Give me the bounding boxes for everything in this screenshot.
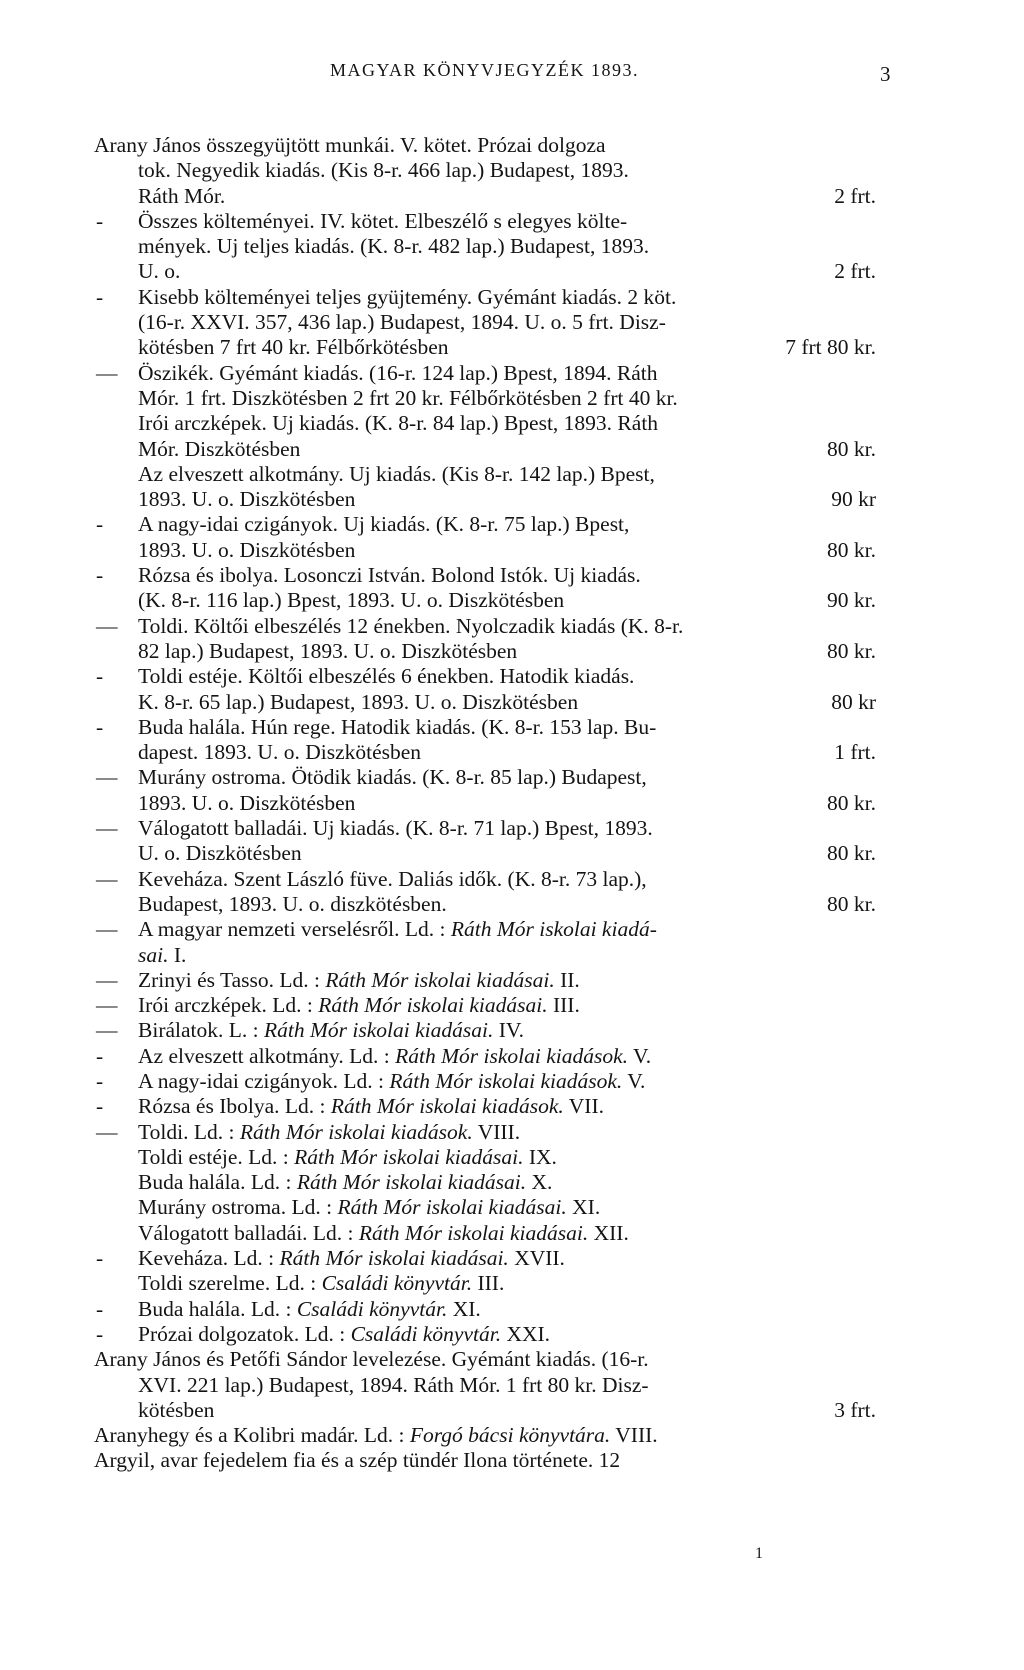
entry-text: Mór. 1 frt. Diszkötésben 2 frt 20 kr. Félbőrkötésben 2 frt 40 kr. — [138, 385, 678, 410]
repeat-dash: - — [96, 1246, 104, 1271]
repeat-dash: - — [96, 1043, 104, 1068]
repeat-dash: — — [96, 1119, 118, 1144]
entry-line — [94, 209, 876, 234]
entry-line — [94, 234, 876, 259]
series-volume: II. — [554, 967, 580, 992]
entry-line — [94, 1044, 876, 1069]
entry-price: 7 frt 80 kr. — [785, 335, 876, 360]
entry-text: Ráth Mór. — [138, 183, 226, 208]
entry-content — [138, 437, 876, 462]
entry-content — [138, 639, 876, 664]
entry-content — [138, 1120, 876, 1145]
entry-text: Válogatott balladái. Uj kiadás. (K. 8-r. 71 lap.) Bpest, 1893. — [138, 816, 653, 841]
page-number: 3 — [880, 62, 891, 86]
repeat-dash: — — [96, 967, 118, 992]
entry-content — [138, 715, 876, 740]
entry-text: U. o. Diszkötésben — [138, 841, 302, 866]
entry-price: 80 kr. — [827, 841, 876, 866]
repeat-dash: - — [96, 1296, 104, 1321]
entry-price: 80 kr. — [827, 891, 876, 916]
entry-text: Toldi. Költői elbeszélés 12 énekben. Nyolczadik kiadás (K. 8-r. — [138, 613, 684, 638]
page-header — [0, 60, 1024, 90]
entry-line — [94, 1347, 876, 1372]
repeat-dash: - — [96, 512, 104, 537]
entry-content — [138, 765, 876, 790]
entry-content — [94, 1448, 876, 1473]
entry-text: Irói arczképek. Uj kiadás. (K. 8-r. 84 lap.) Bpest, 1893. Ráth — [138, 411, 659, 436]
entry-text: Birálatok. L. : — [138, 1018, 264, 1043]
repeat-dash: - — [96, 208, 104, 233]
entry-line — [94, 133, 876, 158]
entry-content — [138, 1322, 876, 1347]
entry-content — [138, 791, 876, 816]
entry-line — [94, 1094, 876, 1119]
repeat-dash: - — [96, 284, 104, 309]
entry-text: kötésben — [138, 1397, 215, 1422]
entry-line — [94, 892, 876, 917]
entry-content — [138, 285, 876, 310]
entry-line — [94, 968, 876, 993]
entry-line — [94, 740, 876, 765]
repeat-dash: - — [96, 714, 104, 739]
series-reference: Ráth Mór iskolai kiadásai. — [318, 993, 548, 1018]
series-volume: X. — [526, 1170, 553, 1195]
entry-line — [94, 664, 876, 689]
series-reference: Ráth Mór iskolai kiadásai. — [325, 967, 555, 992]
repeat-dash: - — [96, 1321, 104, 1346]
entry-content — [138, 867, 876, 892]
entry-text: Toldi estéje. Költői elbeszélés 6 énekben. Hatodik kiadás. — [138, 664, 635, 689]
entry-text: Budapest, 1893. U. o. diszkötésben. — [138, 891, 447, 916]
entry-line — [94, 1297, 876, 1322]
series-volume: XI. — [566, 1195, 601, 1220]
repeat-dash: — — [96, 866, 118, 891]
entry-text: Prózai dolgozatok. Ld. : — [138, 1321, 351, 1346]
repeat-dash: - — [96, 1068, 104, 1093]
entry-text: (K. 8-r. 116 lap.) Bpest, 1893. U. o. Diszkötésben — [138, 588, 565, 613]
series-reference: Ráth Mór iskolai kiadásai. — [337, 1195, 567, 1220]
entry-content — [138, 487, 876, 512]
series-reference: Forgó bácsi könyvtára. — [409, 1423, 611, 1448]
entry-text: 1893. U. o. Diszkötésben — [138, 790, 356, 815]
entry-text: (16-r. XXVI. 357, 436 lap.) Budapest, 1894. U. o. 5 frt. Disz- — [138, 310, 666, 335]
entry-line — [94, 1423, 876, 1448]
entry-content — [138, 361, 876, 386]
entry-text: Rózsa és Ibolya. Ld. : — [138, 1094, 331, 1119]
entry-text: Toldi. Ld. : — [138, 1119, 240, 1144]
series-reference: Ráth Mór iskolai kiadások. — [330, 1094, 564, 1119]
entry-line — [94, 690, 876, 715]
entry-text: Öszikék. Gyémánt kiadás. (16-r. 124 lap.) Bpest, 1894. Ráth — [138, 360, 658, 385]
entry-line — [94, 993, 876, 1018]
entry-content — [94, 133, 876, 158]
entry-line — [94, 462, 876, 487]
entry-line — [94, 715, 876, 740]
series-reference: Ráth Mór iskolai kiadásai. — [358, 1220, 589, 1245]
repeat-dash: — — [96, 765, 118, 790]
entry-price: 90 kr — [831, 487, 876, 512]
entry-line — [94, 335, 876, 360]
repeat-dash: - — [96, 1094, 104, 1119]
entry-line — [94, 1170, 876, 1195]
entry-content — [138, 1145, 876, 1170]
entry-text: A magyar nemzeti verselésről. Ld. : — [138, 917, 451, 942]
entry-text: U. o. — [138, 259, 181, 284]
series-volume: XVII. — [508, 1246, 565, 1271]
series-reference: Családi könyvtár. — [296, 1296, 448, 1321]
entry-line — [94, 285, 876, 310]
entry-text: Keveháza. Ld. : — [138, 1246, 280, 1271]
series-volume: V. — [628, 1043, 652, 1068]
series-reference: Ráth Mór iskolai kiadásai. — [296, 1170, 527, 1195]
repeat-dash: — — [96, 816, 118, 841]
entry-content — [94, 1347, 876, 1372]
series-volume: XII. — [588, 1220, 629, 1245]
entry-price: 80 kr. — [827, 790, 876, 815]
entry-line — [94, 588, 876, 613]
entry-line — [94, 841, 876, 866]
entry-content — [138, 512, 876, 537]
entry-line — [94, 1018, 876, 1043]
entry-content — [138, 690, 876, 715]
entry-content — [138, 1170, 876, 1195]
series-volume: V. — [622, 1068, 646, 1093]
entry-text: Az elveszett alkotmány. Ld. : — [138, 1043, 396, 1068]
entry-text: kötésben 7 frt 40 kr. Félbőrkötésben — [138, 335, 449, 360]
entry-text: tok. Negyedik kiadás. (Kis 8-r. 466 lap.) Budapest, 1893. — [138, 158, 629, 183]
entry-price: 80 kr. — [827, 638, 876, 663]
series-reference: Ráth Mór iskolai kiadások. — [239, 1119, 473, 1144]
running-title: MAGYAR KÖNYVJEGYZÉK 1893. — [330, 60, 639, 80]
entry-price: 1 frt. — [834, 740, 876, 765]
series-volume: IX. — [523, 1144, 557, 1169]
entry-line — [94, 386, 876, 411]
entry-line — [94, 765, 876, 790]
entry-text: XVI. 221 lap.) Budapest, 1894. Ráth Mór. 1 frt 80 kr. Disz- — [138, 1372, 649, 1397]
entry-text: A nagy-idai czigányok. Ld. : — [138, 1068, 390, 1093]
entry-text: Keveháza. Szent László füve. Daliás idők. (K. 8-r. 73 lap.), — [138, 866, 647, 891]
series-reference: Ráth Mór iskolai kiadá- — [450, 917, 657, 942]
entry-line — [94, 1322, 876, 1347]
entry-line — [94, 361, 876, 386]
series-volume: XI. — [447, 1296, 481, 1321]
entry-content — [138, 563, 876, 588]
entry-content — [138, 1373, 876, 1398]
entry-text: Murány ostroma. Ld. : — [138, 1195, 338, 1220]
series-reference: Ráth Mór iskolai kiadásai. — [294, 1144, 524, 1169]
entry-content — [138, 588, 876, 613]
entry-content — [138, 209, 876, 234]
entry-content — [138, 310, 876, 335]
entry-text: 1893. U. o. Diszkötésben — [138, 487, 356, 512]
entry-line — [94, 310, 876, 335]
entry-content — [138, 841, 876, 866]
entry-line — [94, 1195, 876, 1220]
entry-content — [138, 614, 876, 639]
series-volume: VII. — [563, 1094, 604, 1119]
entry-text: 1893. U. o. Diszkötésben — [138, 537, 356, 562]
entry-line — [94, 411, 876, 436]
entry-content — [138, 1195, 876, 1220]
signature-mark: 1 — [755, 1545, 763, 1562]
entry-text: K. 8-r. 65 lap.) Budapest, 1893. U. o. Diszkötésben — [138, 689, 579, 714]
entry-content — [138, 1221, 876, 1246]
entry-line — [94, 1398, 876, 1423]
entry-price: 80 kr — [831, 689, 876, 714]
entry-text: Kisebb költeményei teljes gyüjtemény. Gyémánt kiadás. 2 köt. — [138, 284, 677, 309]
entry-price: 80 kr. — [827, 436, 876, 461]
entry-content — [138, 917, 876, 942]
entry-content — [138, 259, 876, 284]
series-reference: Családi könyvtár. — [350, 1321, 502, 1346]
repeat-dash: — — [96, 613, 118, 638]
entry-text: Murány ostroma. Ötödik kiadás. (K. 8-r. 85 lap.) Budapest, — [138, 765, 647, 790]
entry-text: Argyil, avar fejedelem fia és a szép tündér Ilona története. 12 — [94, 1448, 621, 1473]
repeat-dash: — — [96, 993, 118, 1018]
entry-content — [138, 943, 876, 968]
entry-content — [138, 892, 876, 917]
entry-content — [138, 386, 876, 411]
entry-text: Buda halála. Ld. : — [138, 1296, 297, 1321]
entry-text: Irói arczképek. Ld. : — [138, 993, 319, 1018]
repeat-dash: — — [96, 1018, 118, 1043]
entry-line — [94, 158, 876, 183]
entry-text: Arany János és Petőfi Sándor levelezése. Gyémánt kiadás. (16-r. — [94, 1347, 649, 1372]
entry-content — [138, 740, 876, 765]
entry-content — [138, 968, 876, 993]
entry-text: Toldi szerelme. Ld. : — [138, 1271, 322, 1296]
entry-line — [94, 943, 876, 968]
series-reference: Ráth Mór iskolai kiadásai. — [264, 1018, 494, 1043]
entry-price: 3 frt. — [834, 1397, 876, 1422]
series-volume: VIII. — [472, 1119, 521, 1144]
entry-text: 82 lap.) Budapest, 1893. U. o. Diszkötésben — [138, 638, 518, 663]
entry-content — [94, 1423, 876, 1448]
entry-price: 2 frt. — [834, 183, 876, 208]
catalogue-entries — [94, 133, 876, 1474]
entry-line — [94, 1120, 876, 1145]
entry-line — [94, 487, 876, 512]
entry-content — [138, 1094, 876, 1119]
entry-text: Aranyhegy és a Kolibri madár. Ld. : — [94, 1423, 410, 1448]
entry-content — [138, 1297, 876, 1322]
entry-price: 90 kr. — [827, 588, 876, 613]
series-volume: XXI. — [501, 1321, 551, 1346]
entry-line — [94, 1448, 876, 1473]
entry-line — [94, 867, 876, 892]
series-volume: VIII. — [610, 1423, 658, 1448]
entry-text: mények. Uj teljes kiadás. (K. 8-r. 482 lap.) Budapest, 1893. — [138, 234, 650, 259]
entry-line — [94, 639, 876, 664]
series-reference: Ráth Mór iskolai kiadásai. — [279, 1246, 509, 1271]
entry-content — [138, 462, 876, 487]
entry-line — [94, 917, 876, 942]
series-reference: Ráth Mór iskolai kiadások. — [389, 1068, 623, 1093]
entry-line — [94, 1069, 876, 1094]
entry-text: Mór. Diszkötésben — [138, 436, 301, 461]
repeat-dash: — — [96, 360, 118, 385]
entry-content — [138, 1271, 876, 1296]
entry-price: 2 frt. — [834, 259, 876, 284]
entry-content — [138, 1018, 876, 1043]
series-volume: III. — [472, 1271, 505, 1296]
entry-content — [138, 1044, 876, 1069]
entry-line — [94, 437, 876, 462]
series-reference: Ráth Mór iskolai kiadások. — [395, 1043, 629, 1068]
entry-content — [138, 411, 876, 436]
entry-content — [138, 234, 876, 259]
entry-text: dapest. 1893. U. o. Diszkötésben — [138, 740, 422, 765]
series-reference: Családi könyvtár. — [321, 1271, 473, 1296]
repeat-dash: - — [96, 664, 104, 689]
entry-line — [94, 184, 876, 209]
repeat-dash: — — [96, 917, 118, 942]
entry-text: Buda halála. Ld. : — [138, 1170, 297, 1195]
series-volume: III. — [547, 993, 580, 1018]
entry-content — [138, 1246, 876, 1271]
entry-line — [94, 816, 876, 841]
series-volume: I. — [168, 942, 187, 967]
entry-text: Zrinyi és Tasso. Ld. : — [138, 967, 326, 992]
entry-text: Összes költeményei. IV. kötet. Elbeszélő s elegyes költe- — [138, 208, 628, 233]
entry-content — [138, 538, 876, 563]
entry-line — [94, 259, 876, 284]
entry-line — [94, 538, 876, 563]
entry-text: Toldi estéje. Ld. : — [138, 1144, 295, 1169]
entry-content — [138, 993, 876, 1018]
entry-line — [94, 512, 876, 537]
entry-content — [138, 664, 876, 689]
entry-line — [94, 791, 876, 816]
entry-line — [94, 1373, 876, 1398]
entry-content — [138, 1398, 876, 1423]
entry-content — [138, 816, 876, 841]
series-volume: IV. — [493, 1018, 524, 1043]
entry-line — [94, 614, 876, 639]
entry-text: Rózsa és ibolya. Losonczi István. Bolond Istók. Uj kiadás. — [138, 563, 641, 588]
entry-content — [138, 1069, 876, 1094]
series-reference: sai. — [138, 942, 169, 967]
entry-line — [94, 1145, 876, 1170]
entry-text: Arany János összegyüjtött munkái. V. kötet. Prózai dolgoza — [94, 133, 606, 157]
entry-content — [138, 335, 876, 360]
repeat-dash: - — [96, 563, 104, 588]
entry-text: A nagy-idai czigányok. Uj kiadás. (K. 8-r. 75 lap.) Bpest, — [138, 512, 630, 537]
entry-line — [94, 1271, 876, 1296]
entry-text: Válogatott balladái. Ld. : — [138, 1220, 359, 1245]
entry-line — [94, 1246, 876, 1271]
entry-content — [138, 158, 876, 183]
entry-line — [94, 1221, 876, 1246]
entry-text: Buda halála. Hún rege. Hatodik kiadás. (K. 8-r. 153 lap. Bu- — [138, 714, 657, 739]
entry-text: Az elveszett alkotmány. Uj kiadás. (Kis 8-r. 142 lap.) Bpest, — [138, 461, 655, 486]
entry-price: 80 kr. — [827, 537, 876, 562]
entry-line — [94, 563, 876, 588]
entry-content — [138, 184, 876, 209]
